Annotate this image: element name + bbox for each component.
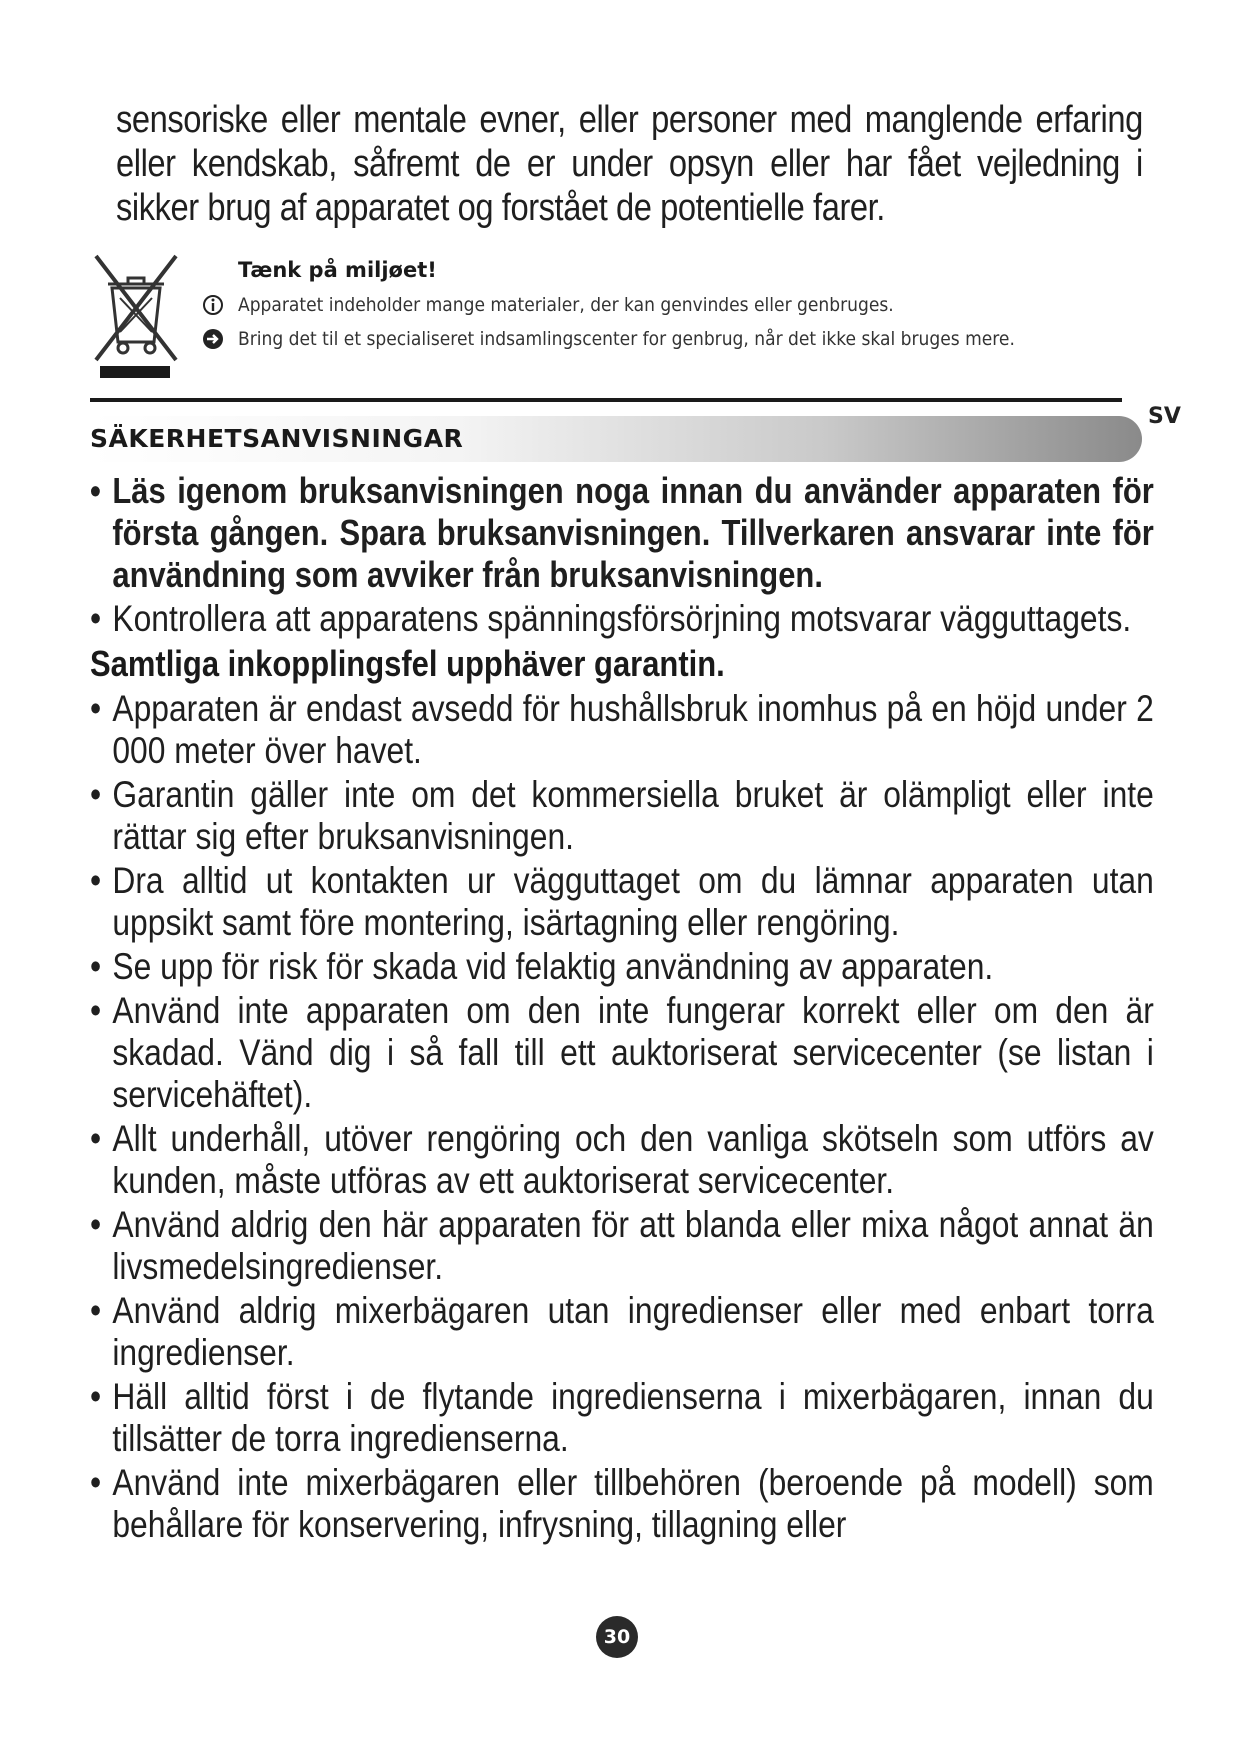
environment-line-recyclable: Apparatet indeholder mange materialer, der kan genvindes eller genbruges. — [238, 294, 894, 316]
bullet: • — [90, 1204, 102, 1245]
list-item-text: Läs igenom bruksanvisningen noga innan du använder apparaten för första gången. Spara bruksanvisningen. Tillverkaren ansvarar inte för användning som avviker från bruksanvisningen. — [112, 470, 1154, 595]
list-item — [90, 1290, 1154, 1374]
language-tag: SV — [1148, 404, 1181, 429]
list-item — [90, 598, 1154, 640]
list-item — [90, 1462, 1154, 1546]
divider-rule — [90, 398, 1122, 402]
page-number: 30 — [596, 1616, 638, 1658]
arrow-circle-icon — [202, 328, 224, 350]
list-item-text: Garantin gäller inte om det kommersiella bruket är olämpligt eller inte rättar sig efter bruksanvisningen. — [112, 774, 1154, 857]
bullet: • — [90, 598, 102, 639]
list-item — [90, 774, 1154, 858]
bullet: • — [90, 774, 102, 815]
crossed-out-wheelie-bin-icon — [90, 250, 182, 380]
info-icon — [202, 294, 224, 316]
list-item — [90, 860, 1154, 944]
environment-notice — [90, 250, 1150, 380]
bullet: • — [90, 946, 102, 987]
bullet: • — [90, 990, 102, 1031]
bullet: • — [90, 860, 102, 901]
bullet: • — [90, 1290, 102, 1331]
environment-title: Tænk på miljøet! — [238, 258, 437, 282]
list-item-text: Apparaten är endast avsedd för hushållsbruk inomhus på en höjd under 2 000 meter över havet. — [112, 688, 1154, 771]
section-title: SÄKERHETSANVISNINGAR — [90, 424, 464, 453]
list-item-text: Häll alltid först i de flytande ingredienserna i mixerbägaren, innan du tillsätter de torra ingredienserna. — [112, 1376, 1154, 1459]
list-item-text: Kontrollera att apparatens spänningsförsörjning motsvarar vägguttagets. — [112, 598, 1132, 639]
bullet: • — [90, 1462, 102, 1503]
list-item-text: Allt underhåll, utöver rengöring och den vanliga skötseln som utförs av kunden, måste utföras av ett auktoriserat servicecenter. — [112, 1118, 1154, 1201]
intro-paragraph: sensoriske eller mentale evner, eller personer med manglende erfaring eller kendskab, såfremt de er under opsyn eller har fået vejledning i sikker brug af apparatet og forstået de potentielle farer. — [116, 99, 1143, 229]
list-item — [90, 1376, 1154, 1460]
list-item — [90, 470, 1154, 596]
list-item-text: Se upp för risk för skada vid felaktig användning av apparaten. — [112, 946, 994, 987]
bullet: • — [90, 1118, 102, 1159]
list-item — [90, 1118, 1154, 1202]
bullet: • — [90, 470, 101, 511]
list-item-text: Använd inte mixerbägaren eller tillbehören (beroende på modell) som behållare för konservering, infrysning, tillagning eller — [112, 1462, 1154, 1545]
list-item — [90, 1204, 1154, 1288]
list-item-text: Dra alltid ut kontakten ur vägguttaget om du lämnar apparaten utan uppsikt samt före montering, isärtagning eller rengöring. — [112, 860, 1154, 943]
list-item-text: Använd aldrig mixerbägaren utan ingredienser eller med enbart torra ingredienser. — [112, 1290, 1154, 1373]
list-item — [90, 688, 1154, 772]
list-item-text: Använd inte apparaten om den inte fungerar korrekt eller om den är skadad. Vänd dig i så fall till ett auktoriserat servicecenter (se listan i servicehäftet). — [112, 990, 1154, 1115]
environment-line-collection: Bring det til et specialiseret indsamlingscenter for genbrug, når det ikke skal bruges mere. — [238, 328, 1015, 350]
list-item-text: Använd aldrig den här apparaten för att blanda eller mixa något annat än livsmedelsingredienser. — [112, 1204, 1154, 1287]
bullet: • — [90, 688, 102, 729]
warranty-warning: Samtliga inkopplingsfel upphäver garantin. — [90, 643, 725, 684]
list-item — [90, 990, 1154, 1116]
safety-instructions-list — [90, 470, 1154, 1548]
list-item — [90, 946, 1154, 988]
bullet: • — [90, 1376, 102, 1417]
